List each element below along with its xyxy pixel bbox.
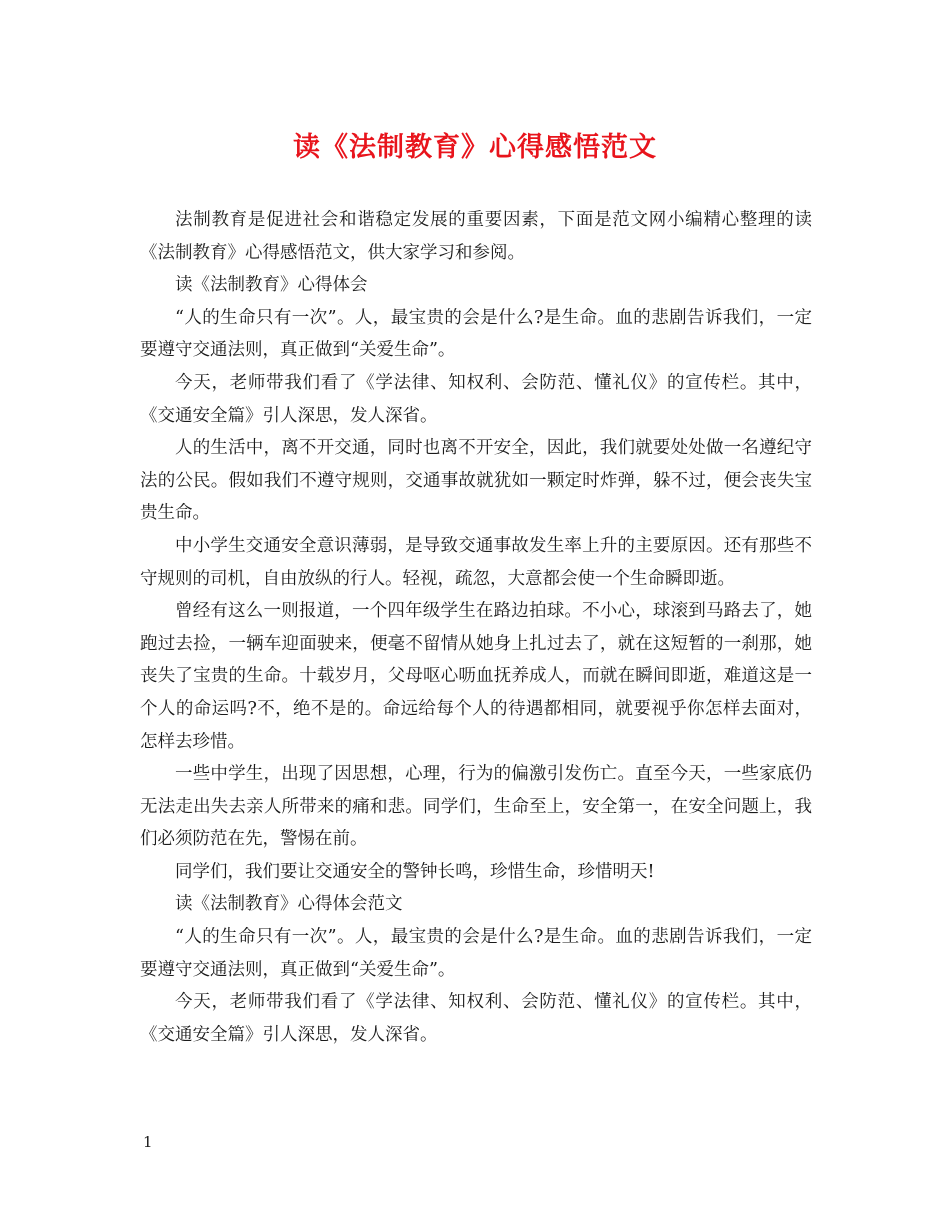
paragraph: 今天，老师带我们看了《学法律、知权利、会防范、懂礼仪》的宣传栏。其中，《交通安全篇》引人深思，发人深省。 xyxy=(140,992,812,1045)
paragraph: 今天，老师带我们看了《学法律、知权利、会防范、懂礼仪》的宣传栏。其中，《交通安全篇》引人深思，发人深省。 xyxy=(140,372,812,426)
document-body xyxy=(140,204,812,1051)
paragraph: “人的生命只有一次”。人，最宝贵的会是什么?是生命。血的悲剧告诉我们，一定要遵守交通法则，真正做到“关爱生命”。 xyxy=(140,307,812,361)
paragraph: 人的生活中，离不开交通，同时也离不开安全，因此，我们就要处处做一名遵纪守法的公民。假如我们不遵守规则，交通事故就犹如一颗定时炸弹，躲不过，便会丧失宝贵生命。 xyxy=(140,438,812,524)
section-heading-2: 读《法制教育》心得体会范文 xyxy=(175,894,403,915)
paragraph: 同学们，我们要让交通安全的警钟长鸣，珍惜生命，珍惜明天! xyxy=(175,861,655,882)
paragraph: 中小学生交通安全意识薄弱，是导致交通事故发生率上升的主要原因。还有那些不守规则的司机，自由放纵的行人。轻视，疏忽，大意都会使一个生命瞬即逝。 xyxy=(140,535,812,589)
section-heading-1: 读《法制教育》心得体会 xyxy=(175,275,368,296)
paragraph: “人的生命只有一次”。人，最宝贵的会是什么?是生命。血的悲剧告诉我们，一定要遵守交通法则，真正做到“关爱生命”。 xyxy=(140,927,812,980)
document-title: 读《法制教育》心得感悟范文 xyxy=(293,132,657,163)
page-number: 1 xyxy=(143,1133,153,1151)
paragraph-intro: 法制教育是促进社会和谐稳定发展的重要因素，下面是范文网小编精心整理的读《法制教育》心得感悟范文，供大家学习和参阅。 xyxy=(140,210,812,263)
paragraph: 曾经有这么一则报道，一个四年级学生在路边拍球。不小心，球滚到马路去了，她跑过去捡，一辆车迎面驶来，便毫不留情从她身上扎过去了，就在这短暂的一刹那，她丧失了宝贵的生命。十载岁月，父母呕心呖血抚养成人，而就在瞬间即逝，难道这是一个人的命运吗?不，绝不是的。命远给每个人的待遇都相同，就要视乎你怎样去面对，怎样去珍惜。 xyxy=(140,601,812,752)
paragraph: 一些中学生，出现了因思想，心理，行为的偏激引发伤亡。直至今天，一些家底仍无法走出失去亲人所带来的痛和悲。同学们，生命至上，安全第一，在安全问题上，我们必须防范在先，警惕在前。 xyxy=(140,764,812,850)
